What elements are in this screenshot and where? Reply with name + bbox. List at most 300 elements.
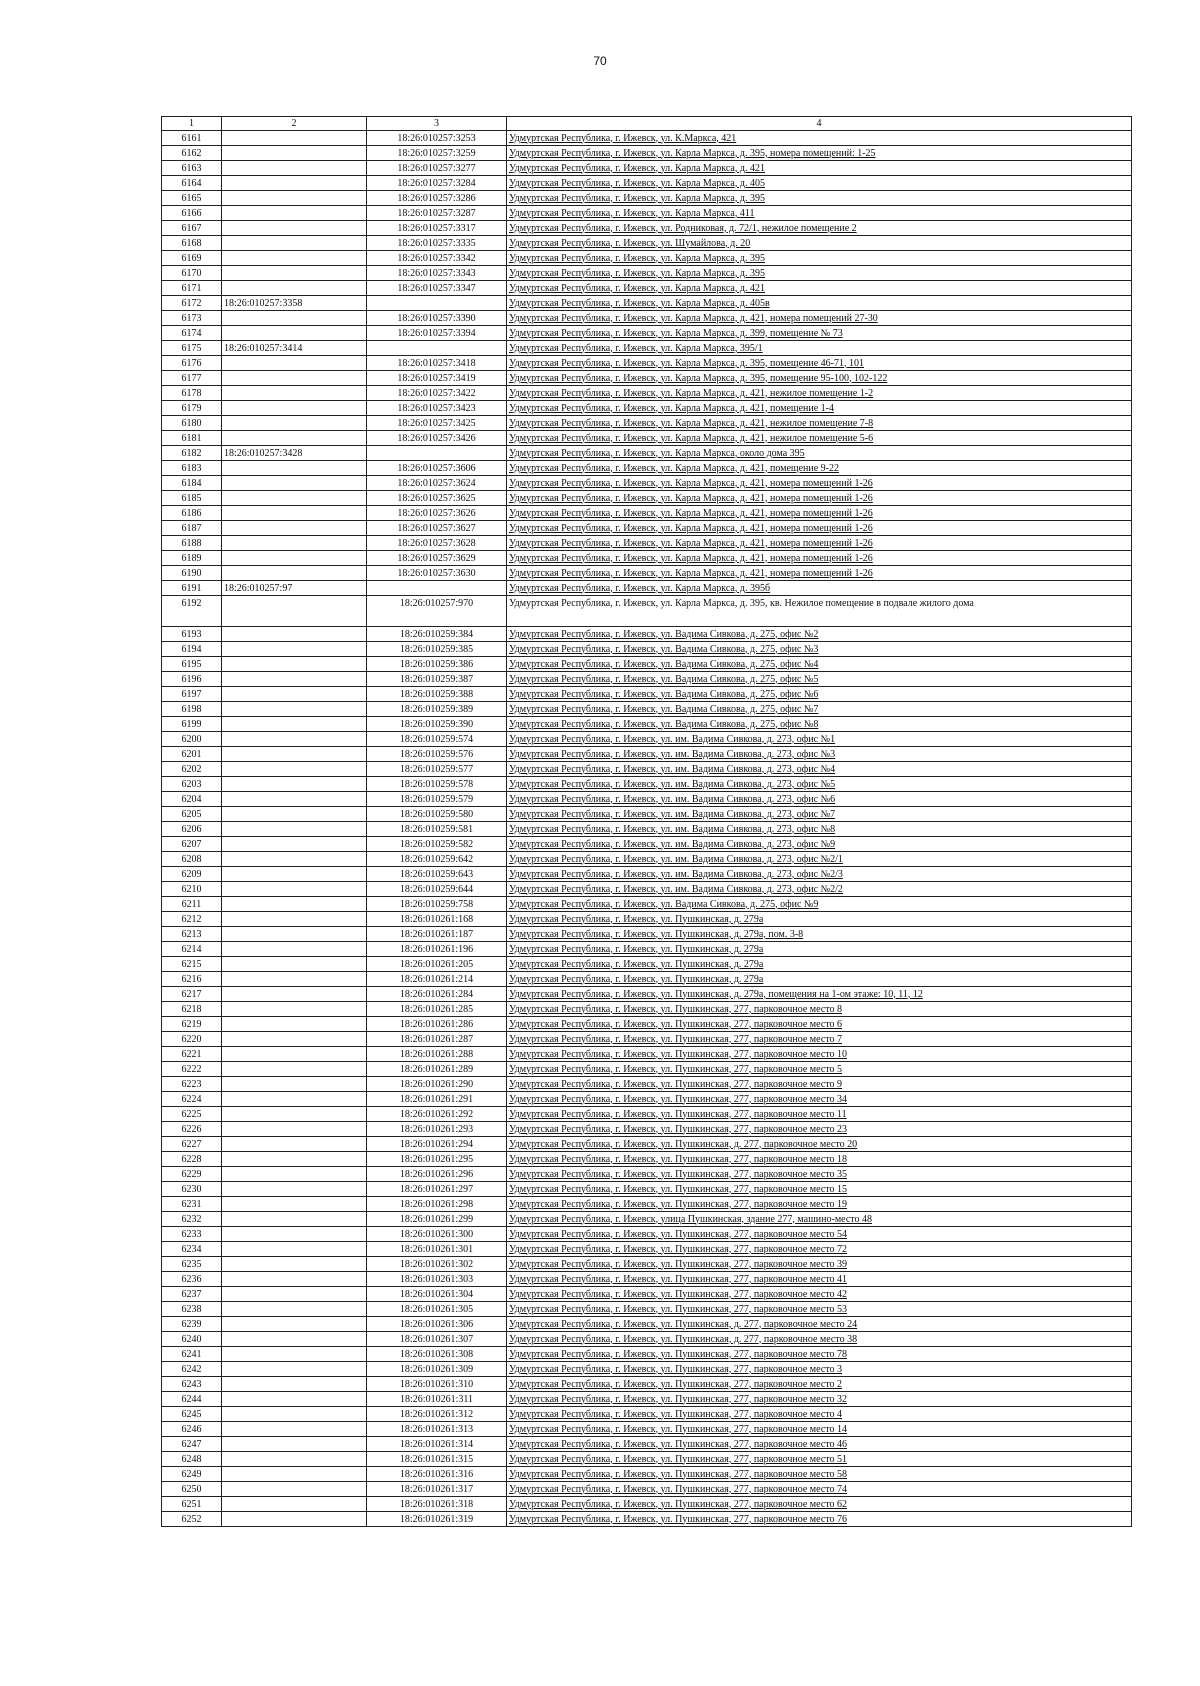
prev-cadastral-number <box>222 221 367 236</box>
table-row <box>162 491 1132 506</box>
address: Удмуртская Республика, г. Ижевск, ул. Пушкинская, д. 279а <box>507 942 1132 957</box>
page-number: 70 <box>593 54 607 68</box>
address: Удмуртская Республика, г. Ижевск, ул. Пушкинская, 277, парковочное место 11 <box>507 1107 1132 1122</box>
row-number: 6216 <box>162 972 222 987</box>
row-number: 6228 <box>162 1152 222 1167</box>
address: Удмуртская Республика, г. Ижевск, ул. Пушкинская, 277, парковочное место 14 <box>507 1422 1132 1437</box>
table-row <box>162 221 1132 236</box>
table-row <box>162 1287 1132 1302</box>
address: Удмуртская Республика, г. Ижевск, ул. Пушкинская, 277, парковочное место 10 <box>507 1047 1132 1062</box>
prev-cadastral-number <box>222 491 367 506</box>
address: Удмуртская Республика, г. Ижевск, ул. Пушкинская, 277, парковочное место 19 <box>507 1197 1132 1212</box>
prev-cadastral-number <box>222 957 367 972</box>
cadastral-number: 18:26:010261:308 <box>367 1347 507 1362</box>
cadastral-number: 18:26:010261:285 <box>367 1002 507 1017</box>
cadastral-number: 18:26:010257:3342 <box>367 251 507 266</box>
prev-cadastral-number <box>222 1452 367 1467</box>
prev-cadastral-number: 18:26:010257:97 <box>222 581 367 596</box>
table-row <box>162 747 1132 762</box>
table-row <box>162 672 1132 687</box>
table-row <box>162 506 1132 521</box>
prev-cadastral-number <box>222 1317 367 1332</box>
address: Удмуртская Республика, г. Ижевск, ул. Пушкинская, 277, парковочное место 15 <box>507 1182 1132 1197</box>
cadastral-number: 18:26:010257:3628 <box>367 536 507 551</box>
row-number: 6251 <box>162 1497 222 1512</box>
prev-cadastral-number <box>222 1032 367 1047</box>
row-number: 6243 <box>162 1377 222 1392</box>
row-number: 6205 <box>162 807 222 822</box>
cadastral-number: 18:26:010261:293 <box>367 1122 507 1137</box>
row-number: 6180 <box>162 416 222 431</box>
address: Удмуртская Республика, г. Ижевск, ул. Пушкинская, 277, парковочное место 8 <box>507 1002 1132 1017</box>
address: Удмуртская Республика, г. Ижевск, ул. Пушкинская, 277, парковочное место 6 <box>507 1017 1132 1032</box>
address: Удмуртская Республика, г. Ижевск, ул. Карла Маркса, 395/1 <box>507 341 1132 356</box>
address: Удмуртская Республика, г. Ижевск, ул. Пушкинская, 277, парковочное место 3 <box>507 1362 1132 1377</box>
prev-cadastral-number <box>222 1437 367 1452</box>
cadastral-number: 18:26:010261:295 <box>367 1152 507 1167</box>
address: Удмуртская Республика, г. Ижевск, ул. Пушкинская, 277, парковочное место 41 <box>507 1272 1132 1287</box>
cadastral-number: 18:26:010261:299 <box>367 1212 507 1227</box>
cadastral-number: 18:26:010259:574 <box>367 732 507 747</box>
row-number: 6196 <box>162 672 222 687</box>
row-number: 6195 <box>162 657 222 672</box>
row-number: 6245 <box>162 1407 222 1422</box>
row-number: 6186 <box>162 506 222 521</box>
cadastral-number: 18:26:010259:390 <box>367 717 507 732</box>
table-row <box>162 657 1132 672</box>
table-row <box>162 131 1132 146</box>
table-row <box>162 1212 1132 1227</box>
row-number: 6222 <box>162 1062 222 1077</box>
table-row <box>162 762 1132 777</box>
cadastral-number: 18:26:010257:3347 <box>367 281 507 296</box>
cadastral-number: 18:26:010257:3426 <box>367 431 507 446</box>
cadastral-number: 18:26:010259:387 <box>367 672 507 687</box>
address: Удмуртская Республика, г. Ижевск, ул. Пушкинская, 277, парковочное место 18 <box>507 1152 1132 1167</box>
table-row <box>162 897 1132 912</box>
row-number: 6229 <box>162 1167 222 1182</box>
address: Удмуртская Республика, г. Ижевск, ул. Вадима Сивкова, д. 275, офис №3 <box>507 642 1132 657</box>
row-number: 6170 <box>162 266 222 281</box>
address: Удмуртская Республика, г. Ижевск, ул. Пушкинская, 277, парковочное место 23 <box>507 1122 1132 1137</box>
table-row <box>162 627 1132 642</box>
cadastral-number: 18:26:010261:313 <box>367 1422 507 1437</box>
prev-cadastral-number <box>222 1017 367 1032</box>
row-number: 6162 <box>162 146 222 161</box>
table-row <box>162 1362 1132 1377</box>
cadastral-number: 18:26:010261:317 <box>367 1482 507 1497</box>
prev-cadastral-number <box>222 882 367 897</box>
table-row <box>162 792 1132 807</box>
cadastral-number: 18:26:010259:577 <box>367 762 507 777</box>
table-row <box>162 1227 1132 1242</box>
prev-cadastral-number <box>222 1272 367 1287</box>
row-number: 6239 <box>162 1317 222 1332</box>
prev-cadastral-number <box>222 732 367 747</box>
address: Удмуртская Республика, г. Ижевск, ул. Вадима Сивкова, д. 275, офис №6 <box>507 687 1132 702</box>
table-row <box>162 717 1132 732</box>
row-number: 6252 <box>162 1512 222 1527</box>
cadastral-number: 18:26:010261:310 <box>367 1377 507 1392</box>
prev-cadastral-number <box>222 161 367 176</box>
prev-cadastral-number: 18:26:010257:3414 <box>222 341 367 356</box>
table-row <box>162 206 1132 221</box>
prev-cadastral-number <box>222 1497 367 1512</box>
cadastral-number: 18:26:010257:3629 <box>367 551 507 566</box>
cadastral-number: 18:26:010261:286 <box>367 1017 507 1032</box>
cadastral-number: 18:26:010257:3419 <box>367 371 507 386</box>
cadastral-number: 18:26:010261:309 <box>367 1362 507 1377</box>
address: Удмуртская Республика, г. Ижевск, ул. Карла Маркса, д. 421, нежилое помещение 1-2 <box>507 386 1132 401</box>
prev-cadastral-number <box>222 1227 367 1242</box>
table-row <box>162 386 1132 401</box>
table-row <box>162 191 1132 206</box>
cadastral-number: 18:26:010261:314 <box>367 1437 507 1452</box>
table-row <box>162 882 1132 897</box>
cadastral-number: 18:26:010261:205 <box>367 957 507 972</box>
cadastral-number: 18:26:010257:3418 <box>367 356 507 371</box>
prev-cadastral-number <box>222 536 367 551</box>
row-number: 6220 <box>162 1032 222 1047</box>
prev-cadastral-number <box>222 927 367 942</box>
table-row <box>162 1317 1132 1332</box>
prev-cadastral-number <box>222 551 367 566</box>
table-row <box>162 326 1132 341</box>
cadastral-number: 18:26:010257:3284 <box>367 176 507 191</box>
prev-cadastral-number <box>222 747 367 762</box>
table-row <box>162 581 1132 596</box>
prev-cadastral-number <box>222 687 367 702</box>
address: Удмуртская Республика, г. Ижевск, ул. Пушкинская, д. 277, парковочное место 38 <box>507 1332 1132 1347</box>
prev-cadastral-number <box>222 1407 367 1422</box>
address: Удмуртская Республика, г. Ижевск, ул. Вадима Сивкова, д. 275, офис №7 <box>507 702 1132 717</box>
prev-cadastral-number <box>222 506 367 521</box>
row-number: 6206 <box>162 822 222 837</box>
prev-cadastral-number <box>222 1362 367 1377</box>
table-row <box>162 1332 1132 1347</box>
cadastral-number: 18:26:010257:3335 <box>367 236 507 251</box>
row-number: 6232 <box>162 1212 222 1227</box>
prev-cadastral-number <box>222 1512 367 1527</box>
prev-cadastral-number <box>222 822 367 837</box>
table-row <box>162 732 1132 747</box>
row-number: 6218 <box>162 1002 222 1017</box>
table-row <box>162 1392 1132 1407</box>
address: Удмуртская Республика, г. Ижевск, ул. им. Вадима Сивкова, д. 273, офис №7 <box>507 807 1132 822</box>
cadastral-number: 18:26:010261:305 <box>367 1302 507 1317</box>
address: Удмуртская Республика, г. Ижевск, ул. Пушкинская, д. 277, парковочное место 24 <box>507 1317 1132 1332</box>
prev-cadastral-number <box>222 627 367 642</box>
prev-cadastral-number <box>222 521 367 536</box>
prev-cadastral-number <box>222 281 367 296</box>
row-number: 6203 <box>162 777 222 792</box>
prev-cadastral-number <box>222 566 367 581</box>
prev-cadastral-number <box>222 1212 367 1227</box>
header-col-4: 4 <box>507 117 1132 131</box>
address: Удмуртская Республика, г. Ижевск, ул. Карла Маркса, д. 399, помещение № 73 <box>507 326 1132 341</box>
cadastral-number: 18:26:010261:318 <box>367 1497 507 1512</box>
cadastral-number: 18:26:010259:582 <box>367 837 507 852</box>
row-number: 6247 <box>162 1437 222 1452</box>
cadastral-number: 18:26:010261:312 <box>367 1407 507 1422</box>
cadastral-number <box>367 446 507 461</box>
prev-cadastral-number <box>222 762 367 777</box>
row-number: 6209 <box>162 867 222 882</box>
register-table <box>161 116 1132 1527</box>
prev-cadastral-number <box>222 987 367 1002</box>
address: Удмуртская Республика, г. Ижевск, ул. Пушкинская, 277, парковочное место 7 <box>507 1032 1132 1047</box>
prev-cadastral-number: 18:26:010257:3428 <box>222 446 367 461</box>
row-number: 6191 <box>162 581 222 596</box>
address: Удмуртская Республика, г. Ижевск, ул. Карла Маркса, около дома 395 <box>507 446 1132 461</box>
table-row <box>162 416 1132 431</box>
prev-cadastral-number <box>222 1002 367 1017</box>
cadastral-number: 18:26:010261:301 <box>367 1242 507 1257</box>
row-number: 6178 <box>162 386 222 401</box>
cadastral-number: 18:26:010259:579 <box>367 792 507 807</box>
row-number: 6237 <box>162 1287 222 1302</box>
row-number: 6173 <box>162 311 222 326</box>
address: Удмуртская Республика, г. Ижевск, ул. Карла Маркса, д. 421 <box>507 281 1132 296</box>
table-row <box>162 236 1132 251</box>
prev-cadastral-number <box>222 1182 367 1197</box>
table-row <box>162 1437 1132 1452</box>
row-number: 6169 <box>162 251 222 266</box>
row-number: 6171 <box>162 281 222 296</box>
address: Удмуртская Республика, г. Ижевск, ул. Пушкинская, д. 279а <box>507 912 1132 927</box>
table-row <box>162 251 1132 266</box>
row-number: 6226 <box>162 1122 222 1137</box>
address: Удмуртская Республика, г. Ижевск, ул. Пушкинская, 277, парковочное место 74 <box>507 1482 1132 1497</box>
table-row <box>162 341 1132 356</box>
row-number: 6221 <box>162 1047 222 1062</box>
table-row <box>162 1377 1132 1392</box>
address: Удмуртская Республика, г. Ижевск, ул. Карла Маркса, д. 421, номера помещений 27-30 <box>507 311 1132 326</box>
prev-cadastral-number <box>222 356 367 371</box>
cadastral-number: 18:26:010257:3625 <box>367 491 507 506</box>
cadastral-number: 18:26:010259:576 <box>367 747 507 762</box>
prev-cadastral-number <box>222 1137 367 1152</box>
cadastral-number: 18:26:010259:386 <box>367 657 507 672</box>
prev-cadastral-number <box>222 1122 367 1137</box>
table-row <box>162 1092 1132 1107</box>
prev-cadastral-number <box>222 807 367 822</box>
table-row <box>162 777 1132 792</box>
address: Удмуртская Республика, г. Ижевск, ул. им. Вадима Сивкова, д. 273, офис №2/3 <box>507 867 1132 882</box>
row-number: 6249 <box>162 1467 222 1482</box>
table-row <box>162 1512 1132 1527</box>
address: Удмуртская Республика, г. Ижевск, ул. Пушкинская, 277, парковочное место 34 <box>507 1092 1132 1107</box>
address: Удмуртская Республика, г. Ижевск, ул. Шумайлова, д. 20 <box>507 236 1132 251</box>
prev-cadastral-number <box>222 1347 367 1362</box>
address: Удмуртская Республика, г. Ижевск, ул. Пушкинская, 277, парковочное место 2 <box>507 1377 1132 1392</box>
cadastral-number <box>367 341 507 356</box>
address: Удмуртская Республика, г. Ижевск, ул. Карла Маркса, д. 421, помещение 1-4 <box>507 401 1132 416</box>
address: Удмуртская Республика, г. Ижевск, ул. им. Вадима Сивкова, д. 273, офис №4 <box>507 762 1132 777</box>
row-number: 6214 <box>162 942 222 957</box>
cadastral-number: 18:26:010261:291 <box>367 1092 507 1107</box>
header-col-2: 2 <box>222 117 367 131</box>
address: Удмуртская Республика, г. Ижевск, ул. Пушкинская, д. 279а <box>507 957 1132 972</box>
table-row <box>162 1242 1132 1257</box>
table-row <box>162 1257 1132 1272</box>
prev-cadastral-number <box>222 326 367 341</box>
table-row <box>162 927 1132 942</box>
address: Удмуртская Республика, г. Ижевск, ул. Пушкинская, 277, парковочное место 32 <box>507 1392 1132 1407</box>
address: Удмуртская Республика, г. Ижевск, ул. Пушкинская, 277, парковочное место 72 <box>507 1242 1132 1257</box>
address: Удмуртская Республика, г. Ижевск, ул. Пушкинская, 277, парковочное место 5 <box>507 1062 1132 1077</box>
address: Удмуртская Республика, г. Ижевск, ул. им. Вадима Сивкова, д. 273, офис №2/2 <box>507 882 1132 897</box>
table-row <box>162 146 1132 161</box>
table-row <box>162 1197 1132 1212</box>
row-number: 6238 <box>162 1302 222 1317</box>
cadastral-number: 18:26:010261:290 <box>367 1077 507 1092</box>
prev-cadastral-number <box>222 702 367 717</box>
prev-cadastral-number <box>222 777 367 792</box>
address: Удмуртская Республика, г. Ижевск, ул. Пушкинская, 277, парковочное место 35 <box>507 1167 1132 1182</box>
prev-cadastral-number <box>222 852 367 867</box>
prev-cadastral-number <box>222 1422 367 1437</box>
cadastral-number: 18:26:010261:296 <box>367 1167 507 1182</box>
address: Удмуртская Республика, г. Ижевск, ул. им. Вадима Сивкова, д. 273, офис №8 <box>507 822 1132 837</box>
row-number: 6161 <box>162 131 222 146</box>
cadastral-number: 18:26:010261:284 <box>367 987 507 1002</box>
cadastral-number: 18:26:010257:3627 <box>367 521 507 536</box>
prev-cadastral-number <box>222 1092 367 1107</box>
row-number: 6163 <box>162 161 222 176</box>
cadastral-number: 18:26:010261:302 <box>367 1257 507 1272</box>
address: Удмуртская Республика, г. Ижевск, ул. Карла Маркса, д. 395, помещение 95-100, 102-122 <box>507 371 1132 386</box>
cadastral-number: 18:26:010259:384 <box>367 627 507 642</box>
address: Удмуртская Республика, г. Ижевск, ул. Вадима Сивкова, д. 275, офис №8 <box>507 717 1132 732</box>
row-number: 6236 <box>162 1272 222 1287</box>
row-number: 6183 <box>162 461 222 476</box>
row-number: 6193 <box>162 627 222 642</box>
table-body <box>162 131 1132 1527</box>
table-row <box>162 837 1132 852</box>
prev-cadastral-number <box>222 596 367 627</box>
row-number: 6166 <box>162 206 222 221</box>
cadastral-number: 18:26:010259:581 <box>367 822 507 837</box>
table-row <box>162 1032 1132 1047</box>
address: Удмуртская Республика, г. Ижевск, ул. Вадима Сивкова, д. 275, офис №4 <box>507 657 1132 672</box>
prev-cadastral-number <box>222 1242 367 1257</box>
table-row <box>162 852 1132 867</box>
row-number: 6224 <box>162 1092 222 1107</box>
cadastral-number: 18:26:010261:300 <box>367 1227 507 1242</box>
row-number: 6182 <box>162 446 222 461</box>
cadastral-number: 18:26:010261:311 <box>367 1392 507 1407</box>
address: Удмуртская Республика, г. Ижевск, ул. Карла Маркса, д. 421, нежилое помещение 7-8 <box>507 416 1132 431</box>
cadastral-number: 18:26:010259:385 <box>367 642 507 657</box>
cadastral-number: 18:26:010261:214 <box>367 972 507 987</box>
table-row <box>162 476 1132 491</box>
table-row <box>162 1497 1132 1512</box>
prev-cadastral-number <box>222 912 367 927</box>
table-row <box>162 356 1132 371</box>
prev-cadastral-number <box>222 146 367 161</box>
table-row <box>162 281 1132 296</box>
address: Удмуртская Республика, г. Ижевск, ул. Карла Маркса, д. 421, помещение 9-22 <box>507 461 1132 476</box>
cadastral-number: 18:26:010257:970 <box>367 596 507 627</box>
cadastral-number: 18:26:010261:187 <box>367 927 507 942</box>
cadastral-number: 18:26:010261:304 <box>367 1287 507 1302</box>
row-number: 6212 <box>162 912 222 927</box>
cadastral-number: 18:26:010261:316 <box>367 1467 507 1482</box>
prev-cadastral-number <box>222 311 367 326</box>
prev-cadastral-number <box>222 1197 367 1212</box>
row-number: 6200 <box>162 732 222 747</box>
cadastral-number: 18:26:010259:643 <box>367 867 507 882</box>
address: Удмуртская Республика, г. Ижевск, ул. Пушкинская, 277, парковочное место 62 <box>507 1497 1132 1512</box>
table-row <box>162 1302 1132 1317</box>
address: Удмуртская Республика, г. Ижевск, ул. Пушкинская, 277, парковочное место 76 <box>507 1512 1132 1527</box>
row-number: 6248 <box>162 1452 222 1467</box>
row-number: 6174 <box>162 326 222 341</box>
table-row <box>162 972 1132 987</box>
table-row <box>162 1182 1132 1197</box>
row-number: 6172 <box>162 296 222 311</box>
prev-cadastral-number <box>222 401 367 416</box>
cadastral-number: 18:26:010257:3423 <box>367 401 507 416</box>
table-row <box>162 1467 1132 1482</box>
prev-cadastral-number <box>222 1167 367 1182</box>
table-row <box>162 1167 1132 1182</box>
cadastral-number: 18:26:010261:294 <box>367 1137 507 1152</box>
cadastral-number: 18:26:010257:3390 <box>367 311 507 326</box>
address: Удмуртская Республика, г. Ижевск, ул. Карла Маркса, 411 <box>507 206 1132 221</box>
prev-cadastral-number <box>222 897 367 912</box>
table-row <box>162 521 1132 536</box>
table-row <box>162 596 1132 627</box>
row-number: 6225 <box>162 1107 222 1122</box>
prev-cadastral-number <box>222 1257 367 1272</box>
address: Удмуртская Республика, г. Ижевск, ул. Карла Маркса, д. 421, нежилое помещение 5-6 <box>507 431 1132 446</box>
address: Удмуртская Республика, г. Ижевск, ул. Карла Маркса, д. 395, помещение 46-71, 101 <box>507 356 1132 371</box>
cadastral-number: 18:26:010257:3422 <box>367 386 507 401</box>
prev-cadastral-number <box>222 476 367 491</box>
row-number: 6233 <box>162 1227 222 1242</box>
prev-cadastral-number: 18:26:010257:3358 <box>222 296 367 311</box>
prev-cadastral-number <box>222 461 367 476</box>
prev-cadastral-number <box>222 266 367 281</box>
cadastral-number: 18:26:010257:3626 <box>367 506 507 521</box>
address: Удмуртская Республика, г. Ижевск, ул. Пушкинская, д. 277, парковочное место 20 <box>507 1137 1132 1152</box>
table-row <box>162 1422 1132 1437</box>
cadastral-number: 18:26:010257:3317 <box>367 221 507 236</box>
row-number: 6187 <box>162 521 222 536</box>
row-number: 6215 <box>162 957 222 972</box>
cadastral-number: 18:26:010259:580 <box>367 807 507 822</box>
table-row <box>162 446 1132 461</box>
row-number: 6208 <box>162 852 222 867</box>
prev-cadastral-number <box>222 206 367 221</box>
address: Удмуртская Республика, г. Ижевск, ул. Карла Маркса, д. 421 <box>507 161 1132 176</box>
address: Удмуртская Республика, г. Ижевск, ул. Вадима Сивкова, д. 275, офис №9 <box>507 897 1132 912</box>
prev-cadastral-number <box>222 1377 367 1392</box>
table-row <box>162 1077 1132 1092</box>
prev-cadastral-number <box>222 1152 367 1167</box>
row-number: 6223 <box>162 1077 222 1092</box>
table-row <box>162 942 1132 957</box>
table-row <box>162 807 1132 822</box>
row-number: 6210 <box>162 882 222 897</box>
row-number: 6192 <box>162 596 222 627</box>
address: Удмуртская Республика, г. Ижевск, ул. Карла Маркса, д. 421, номера помещений 1-26 <box>507 521 1132 536</box>
prev-cadastral-number <box>222 251 367 266</box>
row-number: 6241 <box>162 1347 222 1362</box>
row-number: 6202 <box>162 762 222 777</box>
